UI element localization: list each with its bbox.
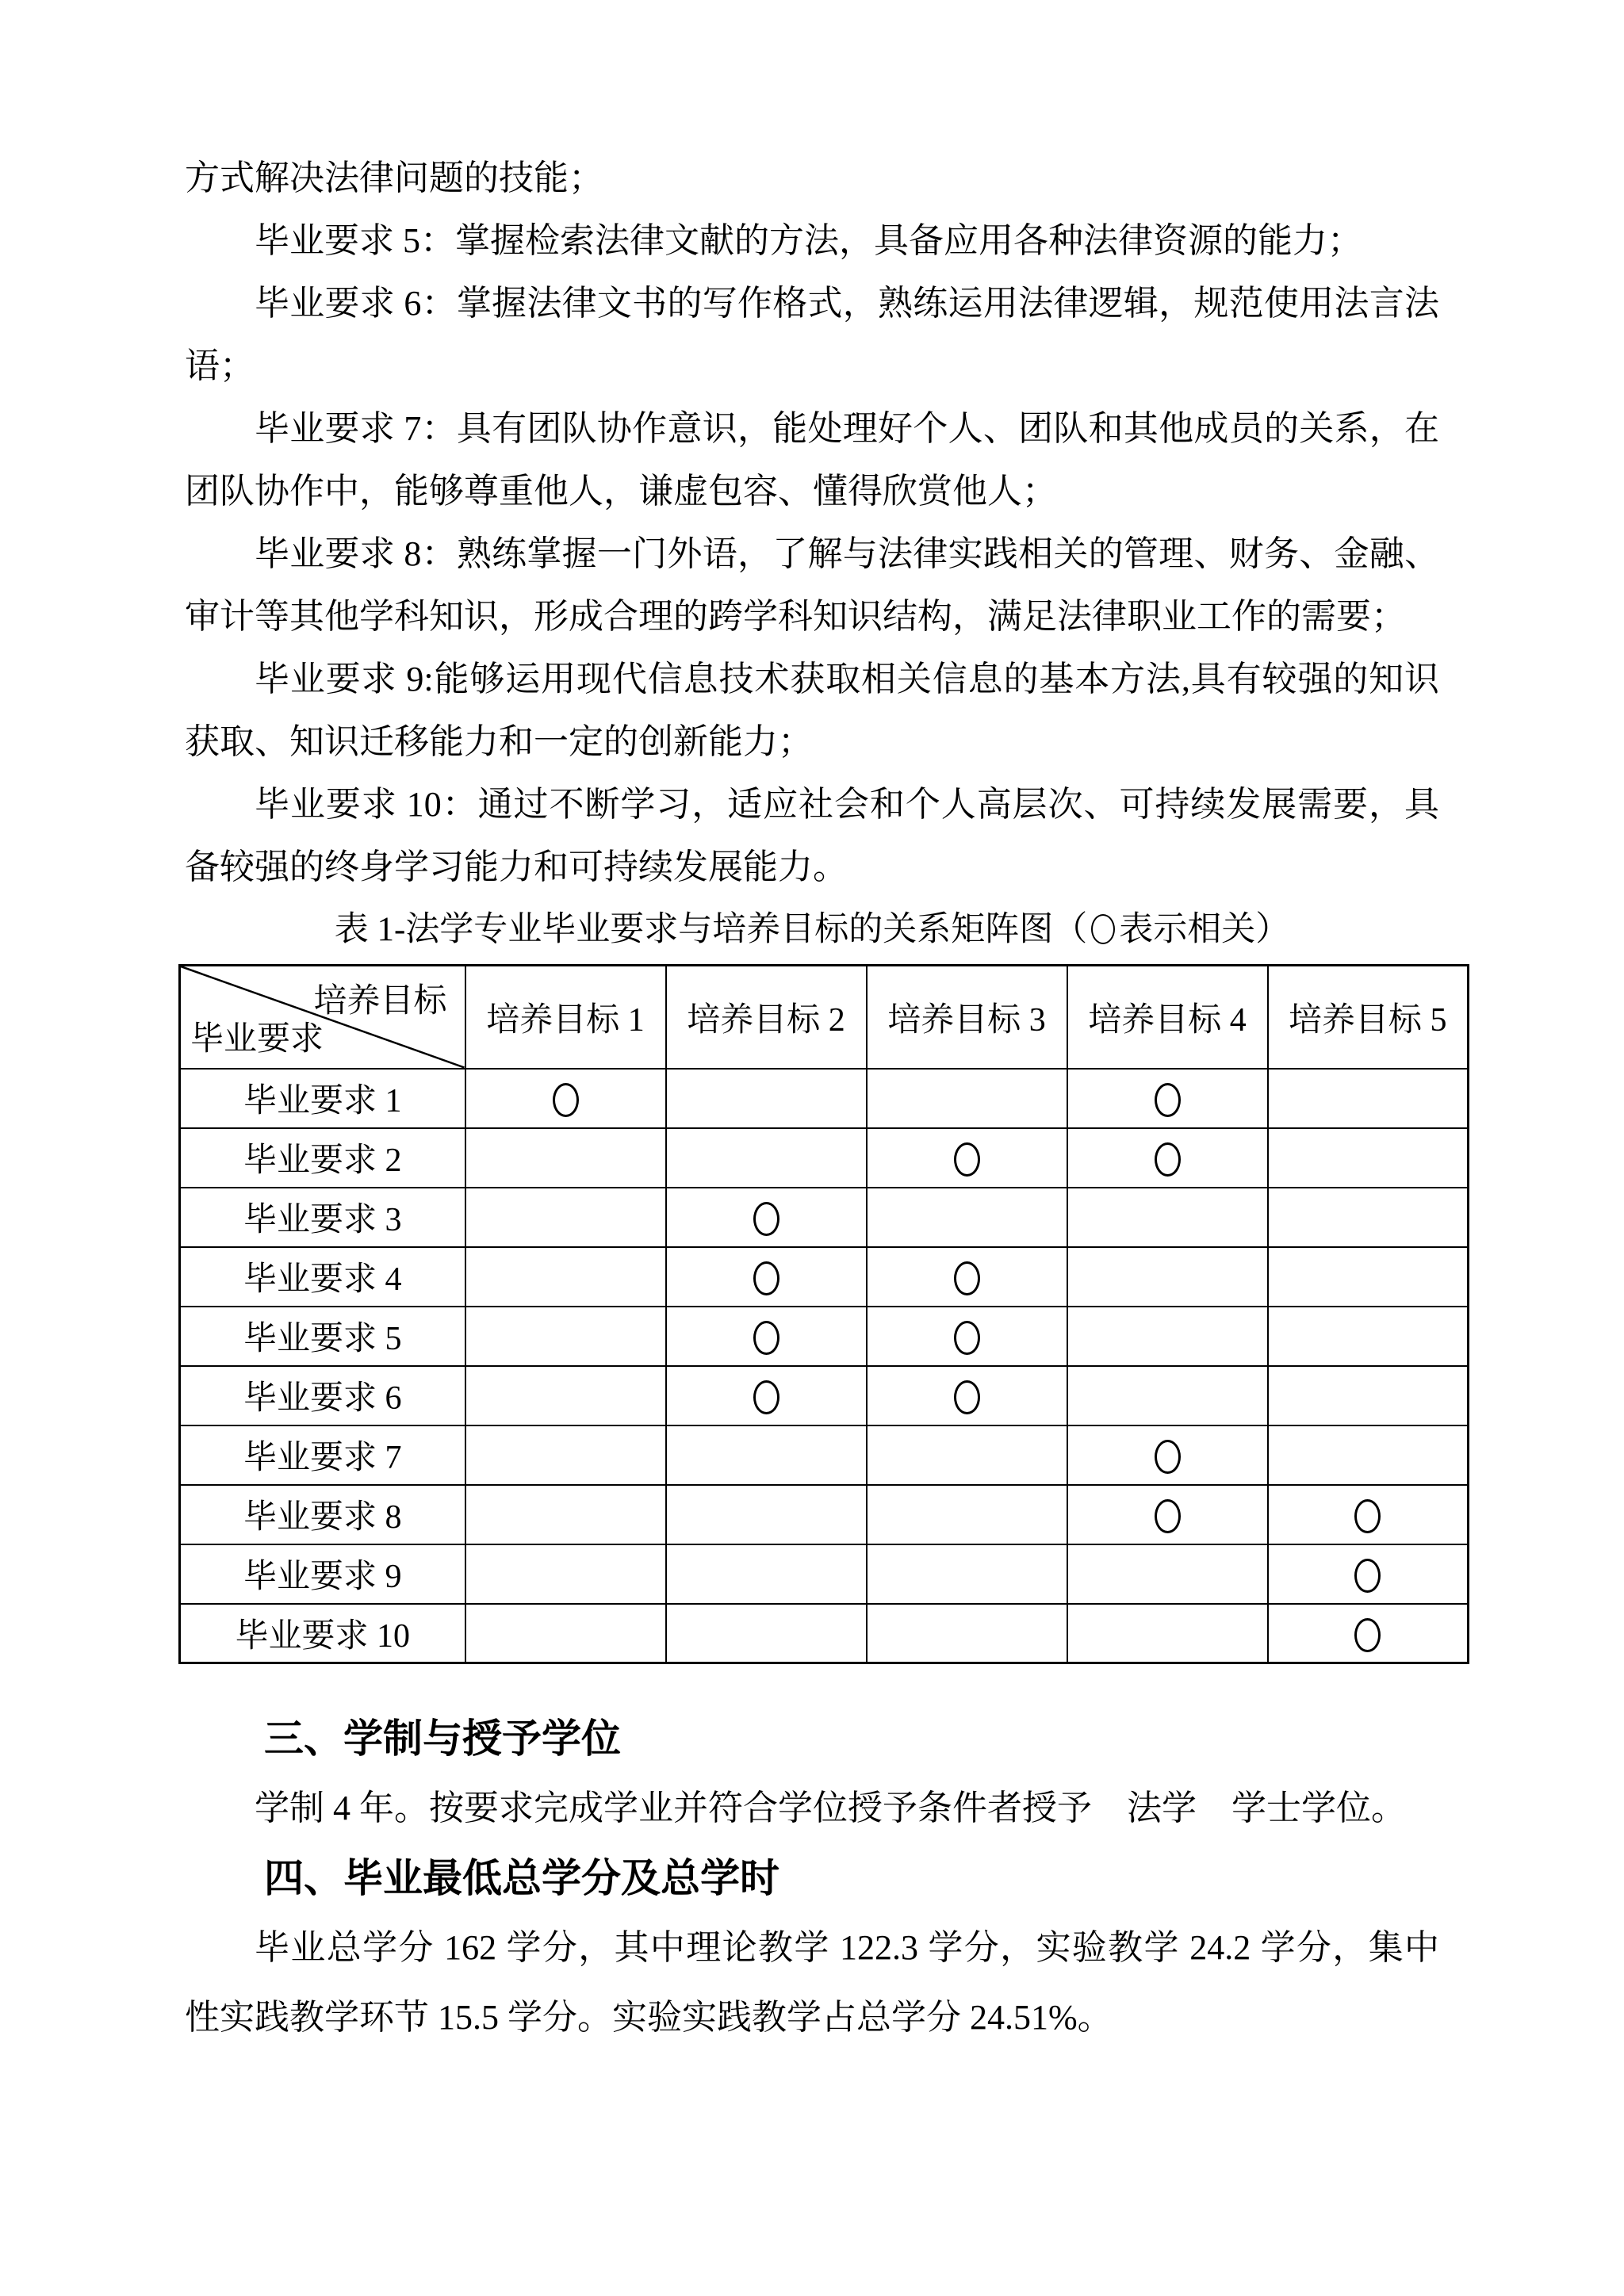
matrix-cell bbox=[465, 1485, 666, 1544]
row-label: 毕业要求 2 bbox=[180, 1128, 465, 1188]
matrix-cell bbox=[867, 1307, 1067, 1366]
matrix-cell bbox=[1268, 1307, 1469, 1366]
corner-label-requirements: 毕业要求 bbox=[190, 1020, 324, 1058]
matrix-cell bbox=[1067, 1604, 1268, 1663]
relation-mark-circle bbox=[753, 1321, 779, 1355]
paragraph-requirement-8: 毕业要求 8：熟练掌握一门外语，了解与法律实践相关的管理、财务、金融、审计等其他学科知识，形成合理的跨学科知识结构，满足法律职业工作的需要； bbox=[185, 534, 1439, 636]
matrix-cell bbox=[666, 1366, 867, 1425]
matrix-cell bbox=[1067, 1485, 1268, 1544]
matrix-cell bbox=[1268, 1366, 1469, 1425]
column-header-objective-5: 培养目标 5 bbox=[1268, 966, 1469, 1069]
column-header-objective-2: 培养目标 2 bbox=[666, 966, 867, 1069]
matrix-cell bbox=[465, 1307, 666, 1366]
relation-mark-circle bbox=[553, 1083, 579, 1117]
matrix-cell bbox=[1268, 1485, 1469, 1544]
matrix-cell bbox=[666, 1069, 867, 1128]
row-label: 毕业要求 6 bbox=[180, 1366, 465, 1425]
matrix-row bbox=[180, 1425, 1469, 1485]
relation-mark-circle bbox=[1354, 1499, 1381, 1533]
matrix-cell bbox=[666, 1307, 867, 1366]
matrix-cell bbox=[465, 1544, 666, 1604]
section-4-paragraph: 毕业总学分 162 学分，其中理论教学 122.3 学分，实验教学 24.2 学分，集中性实践教学环节 15.5 学分。实验实践教学占总学分 24.51%。 bbox=[185, 1928, 1439, 2037]
matrix-header-row bbox=[180, 966, 1469, 1069]
paragraph-requirement-10: 毕业要求 10：通过不断学习，适应社会和个人高层次、可持续发展需要，具备较强的终身学习能力和可持续发展能力。 bbox=[185, 785, 1439, 886]
matrix-row bbox=[180, 1604, 1469, 1663]
section-3-paragraph: 学制 4 年。按要求完成学业并符合学位授予条件者授予 法学 学士学位。 bbox=[255, 1789, 1406, 1827]
matrix-cell bbox=[666, 1188, 867, 1247]
relation-mark-circle bbox=[954, 1380, 980, 1414]
matrix-cell bbox=[465, 1128, 666, 1188]
matrix-cell bbox=[1268, 1604, 1469, 1663]
matrix-cell bbox=[867, 1366, 1067, 1425]
matrix-cell bbox=[666, 1425, 867, 1485]
matrix-cell bbox=[666, 1604, 867, 1663]
table-title-suffix: 表示相关） bbox=[1119, 911, 1290, 948]
relation-mark-circle bbox=[753, 1380, 779, 1414]
matrix-cell bbox=[1067, 1128, 1268, 1188]
matrix-cell bbox=[1067, 1069, 1268, 1128]
row-label: 毕业要求 3 bbox=[180, 1188, 465, 1247]
matrix-row bbox=[180, 1188, 1469, 1247]
matrix-cell bbox=[465, 1425, 666, 1485]
relation-mark-circle bbox=[1155, 1083, 1181, 1117]
matrix-row bbox=[180, 1069, 1469, 1128]
paragraph-requirement-6: 毕业要求 6：掌握法律文书的写作格式，熟练运用法律逻辑，规范使用法言法语； bbox=[185, 284, 1439, 385]
row-label: 毕业要求 7 bbox=[180, 1425, 465, 1485]
section-heading-3: 三、学制与授予学位 bbox=[264, 1716, 621, 1761]
matrix-cell bbox=[1067, 1188, 1268, 1247]
matrix-row bbox=[180, 1366, 1469, 1425]
column-header-objective-1: 培养目标 1 bbox=[465, 966, 666, 1069]
body-text-block bbox=[0, 0, 1624, 961]
relation-mark-circle bbox=[1155, 1440, 1181, 1474]
matrix-cell bbox=[465, 1604, 666, 1663]
matrix-cell bbox=[1268, 1544, 1469, 1604]
relation-matrix-table bbox=[178, 964, 1469, 1664]
relation-circle-legend-icon bbox=[1091, 914, 1115, 944]
matrix-cell bbox=[1268, 1069, 1469, 1128]
matrix-row bbox=[180, 1485, 1469, 1544]
relation-mark-circle bbox=[1155, 1142, 1181, 1177]
matrix-cell bbox=[867, 1247, 1067, 1307]
matrix-cell bbox=[465, 1366, 666, 1425]
column-header-objective-4: 培养目标 4 bbox=[1067, 966, 1268, 1069]
row-label: 毕业要求 10 bbox=[180, 1604, 465, 1663]
column-header-objective-3: 培养目标 3 bbox=[867, 966, 1067, 1069]
relation-mark-circle bbox=[753, 1202, 779, 1236]
matrix-cell bbox=[1067, 1247, 1268, 1307]
matrix-cell bbox=[1067, 1307, 1268, 1366]
matrix-cell bbox=[666, 1485, 867, 1544]
relation-mark-circle bbox=[753, 1261, 779, 1295]
matrix-cell bbox=[666, 1544, 867, 1604]
matrix-table-body bbox=[180, 1069, 1469, 1663]
paragraph-requirement-9: 毕业要求 9:能够运用现代信息技术获取相关信息的基本方法,具有较强的知识获取、知识迁移能力和一定的创新能力； bbox=[185, 660, 1439, 761]
section-heading-4: 四、毕业最低总学分及总学时 bbox=[264, 1856, 779, 1900]
matrix-row bbox=[180, 1307, 1469, 1366]
table-title bbox=[185, 898, 1439, 961]
matrix-row bbox=[180, 1128, 1469, 1188]
matrix-cell bbox=[1268, 1188, 1469, 1247]
relation-mark-circle bbox=[954, 1261, 980, 1295]
paragraph-continuation: 方式解决法律问题的技能； bbox=[185, 159, 603, 197]
matrix-cell bbox=[465, 1188, 666, 1247]
matrix-cell bbox=[867, 1188, 1067, 1247]
paragraph-requirement-7: 毕业要求 7：具有团队协作意识，能处理好个人、团队和其他成员的关系，在团队协作中，能够尊重他人，谦虚包容、懂得欣赏他人； bbox=[185, 409, 1439, 511]
matrix-cell bbox=[666, 1247, 867, 1307]
matrix-cell bbox=[867, 1485, 1067, 1544]
row-label: 毕业要求 9 bbox=[180, 1544, 465, 1604]
matrix-row bbox=[180, 1544, 1469, 1604]
matrix-cell bbox=[1067, 1544, 1268, 1604]
relation-mark-circle bbox=[1354, 1618, 1381, 1652]
relation-mark-circle bbox=[1155, 1499, 1181, 1533]
paragraph-requirement-5: 毕业要求 5：掌握检索法律文献的方法，具备应用各种法律资源的能力； bbox=[255, 221, 1362, 260]
row-label: 毕业要求 5 bbox=[180, 1307, 465, 1366]
matrix-cell bbox=[1268, 1128, 1469, 1188]
row-label: 毕业要求 4 bbox=[180, 1247, 465, 1307]
matrix-cell bbox=[1067, 1425, 1268, 1485]
matrix-cell bbox=[1268, 1247, 1469, 1307]
matrix-cell bbox=[465, 1247, 666, 1307]
row-label: 毕业要求 1 bbox=[180, 1069, 465, 1128]
matrix-cell bbox=[666, 1128, 867, 1188]
matrix-cell bbox=[867, 1544, 1067, 1604]
matrix-cell bbox=[465, 1069, 666, 1128]
matrix-cell bbox=[867, 1604, 1067, 1663]
matrix-corner-cell bbox=[180, 966, 465, 1069]
matrix-cell bbox=[1067, 1366, 1268, 1425]
matrix-cell bbox=[1268, 1425, 1469, 1485]
matrix-cell bbox=[867, 1425, 1067, 1485]
matrix-cell bbox=[867, 1128, 1067, 1188]
row-label: 毕业要求 8 bbox=[180, 1485, 465, 1544]
relation-mark-circle bbox=[954, 1321, 980, 1355]
relation-mark-circle bbox=[1354, 1559, 1381, 1593]
table-title-prefix: 表 1-法学专业毕业要求与培养目标的关系矩阵图（ bbox=[334, 911, 1088, 948]
bottom-sections bbox=[0, 1704, 1624, 2053]
relation-mark-circle bbox=[954, 1142, 980, 1177]
corner-label-objectives: 培养目标 bbox=[313, 983, 447, 1020]
matrix-cell bbox=[867, 1069, 1067, 1128]
matrix-row bbox=[180, 1247, 1469, 1307]
